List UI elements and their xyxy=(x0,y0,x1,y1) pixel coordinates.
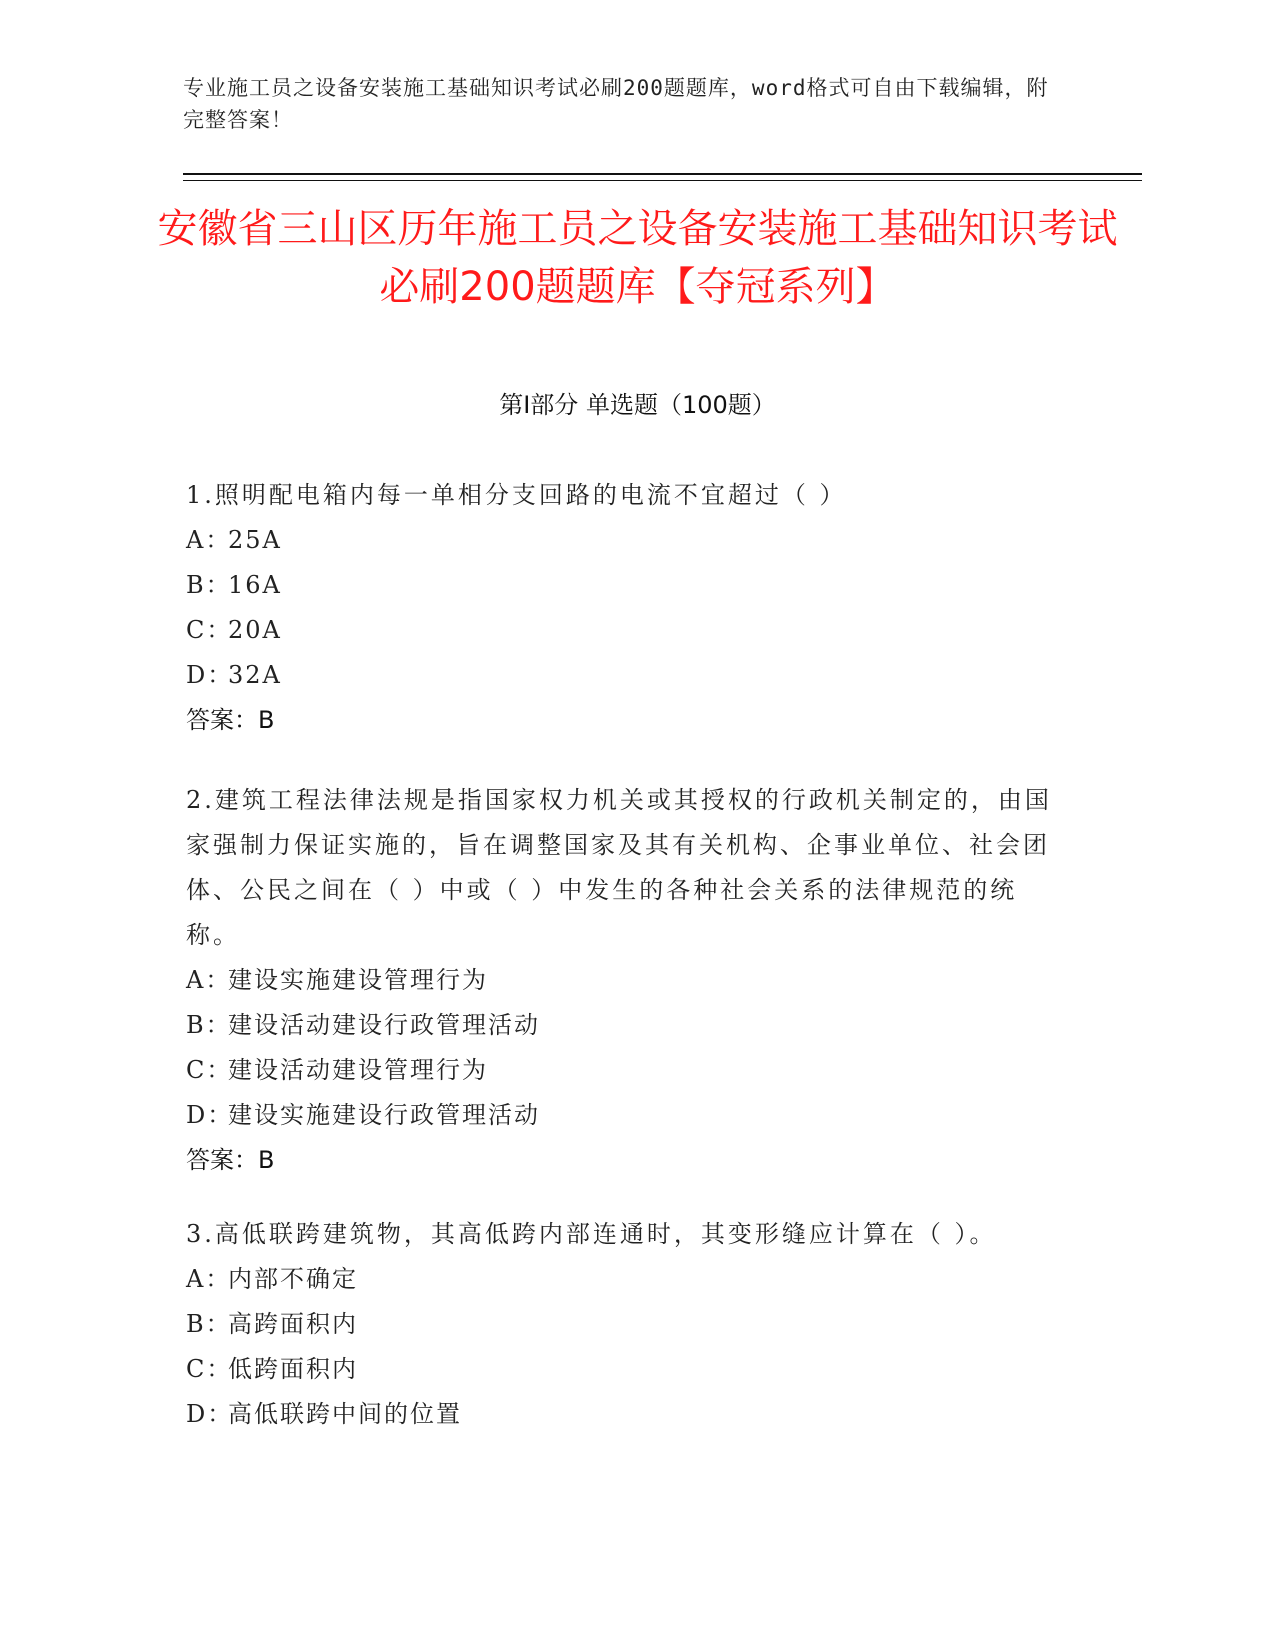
option-key: B： xyxy=(186,1310,232,1338)
option-key: A： xyxy=(186,526,232,554)
option-c xyxy=(186,1347,1066,1392)
option-text: 内部不确定 xyxy=(228,1265,358,1293)
option-text: 建设实施建设行政管理活动 xyxy=(228,1101,540,1129)
option-a xyxy=(186,518,1066,563)
option-key: B： xyxy=(186,1011,232,1039)
option-b xyxy=(186,563,1066,608)
option-a xyxy=(186,1257,1066,1302)
option-key: B： xyxy=(186,571,232,599)
option-d xyxy=(186,653,1066,698)
answer-line: 答案：B xyxy=(186,1146,275,1174)
option-text: 低跨面积内 xyxy=(228,1355,358,1383)
question-3 xyxy=(186,1212,1066,1437)
option-key: D： xyxy=(186,661,234,689)
option-d xyxy=(186,1093,1066,1138)
option-key: D： xyxy=(186,1400,234,1428)
option-text: 32A xyxy=(228,661,282,689)
question-stem: 1.照明配电箱内每一单相分支回路的电流不宜超过（ ） xyxy=(186,481,847,509)
option-a xyxy=(186,958,1066,1003)
option-key: C： xyxy=(186,1056,233,1084)
header-rule-thick xyxy=(183,173,1142,175)
option-text: 建设活动建设管理行为 xyxy=(228,1056,488,1084)
option-key: A： xyxy=(186,966,232,994)
question-1 xyxy=(186,473,1066,743)
question-stem: 2.建筑工程法律法规是指国家权力机关或其授权的行政机关制定的，由国家强制力保证实施的，旨在调整国家及其有关机构、企事业单位、社会团体、公民之间在（ ）中或（ ）中发生的各种社会关系的法律规范的统称。 xyxy=(186,786,1052,949)
option-c xyxy=(186,608,1066,653)
option-key: A： xyxy=(186,1265,232,1293)
option-c xyxy=(186,1048,1066,1093)
option-d xyxy=(186,1392,1066,1437)
document-title: 安徽省三山区历年施工员之设备安装施工基础知识考试必刷200题题库【夺冠系列】 xyxy=(157,206,1118,310)
section-heading: 第Ⅰ部分 单选题（100题） xyxy=(499,391,776,419)
option-text: 高跨面积内 xyxy=(228,1310,358,1338)
option-b xyxy=(186,1003,1066,1048)
option-text: 建设活动建设行政管理活动 xyxy=(228,1011,540,1039)
option-text: 高低联跨中间的位置 xyxy=(228,1400,462,1428)
option-key: C： xyxy=(186,616,233,644)
answer-line: 答案：B xyxy=(186,706,275,734)
option-text: 20A xyxy=(228,616,282,644)
option-key: D： xyxy=(186,1101,234,1129)
option-b xyxy=(186,1302,1066,1347)
header-note: 专业施工员之设备安装施工基础知识考试必刷200题题库，word格式可自由下载编辑，附完整答案！ xyxy=(183,76,1049,132)
option-text: 16A xyxy=(228,571,282,599)
option-key: C： xyxy=(186,1355,233,1383)
option-text: 25A xyxy=(228,526,282,554)
question-stem: 3.高低联跨建筑物，其高低跨内部连通时，其变形缝应计算在（ ）。 xyxy=(186,1220,997,1248)
header-rule-thin xyxy=(183,180,1142,181)
question-2 xyxy=(186,778,1066,1183)
option-text: 建设实施建设管理行为 xyxy=(228,966,488,994)
